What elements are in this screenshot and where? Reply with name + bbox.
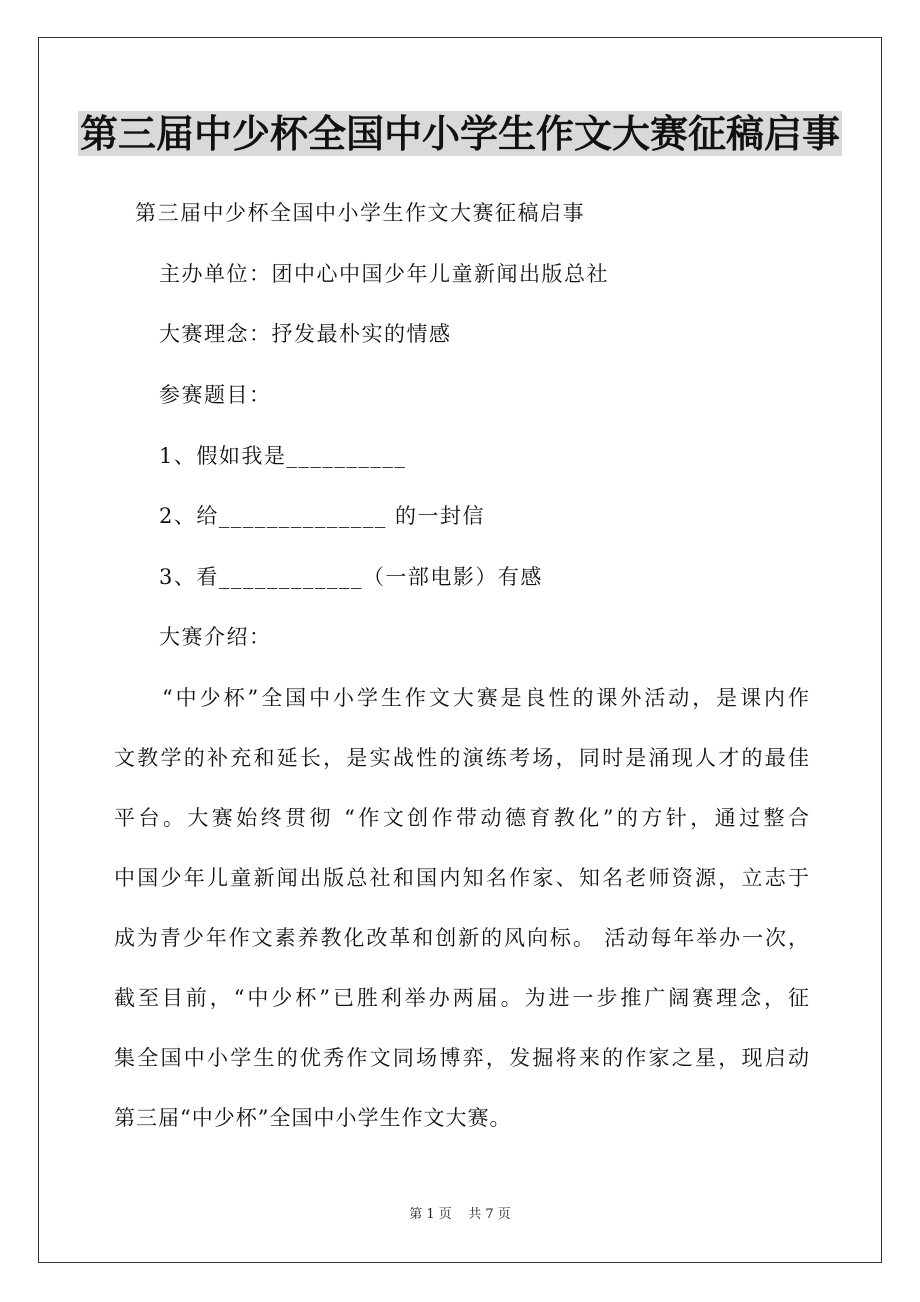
- page-number-label: 第 1 页 共 7 页: [409, 1207, 511, 1222]
- topic-item-1: 1、假如我是__________: [159, 444, 407, 468]
- page-footer: [0, 1206, 920, 1224]
- intro-line-5: 成为青少年作文素养教化改革和创新的风向标。 活动每年举办一次，: [114, 926, 810, 950]
- intro-line-3: 平台。大赛始终贯彻 “作文创作带动德育教化”的方针，通过整合: [114, 806, 810, 830]
- intro-line-8: 第三届“中少杯”全国中小学生作文大赛。: [114, 1106, 512, 1130]
- topics-heading: 参赛题目：: [159, 383, 272, 407]
- document-subtitle: 第三届中少杯全国中小学生作文大赛征稿启事: [135, 201, 585, 225]
- document-title-text: 第三届中少杯全国中小学生作文大赛征稿启事: [79, 111, 840, 156]
- organizer-line: 主办单位：团中心中国少年儿童新闻出版总社: [159, 262, 609, 286]
- document-title: [0, 108, 920, 160]
- concept-line: 大赛理念：抒发最朴实的情感: [159, 322, 452, 346]
- intro-paragraph: [114, 683, 810, 1163]
- intro-line-2: 文教学的补充和延长，是实战性的演练考场，同时是涌现人才的最佳: [114, 746, 810, 770]
- topic-item-2: 2、给______________ 的一封信: [159, 504, 486, 528]
- intro-line-6: 截至目前，“中少杯”已胜利举办两届。为进一步推广阔赛理念，征: [114, 986, 810, 1010]
- intro-line-1: “中少杯”全国中小学生作文大赛是良性的课外活动，是课内作: [162, 686, 810, 710]
- intro-heading: 大赛介绍：: [159, 625, 272, 649]
- intro-line-4: 中国少年儿童新闻出版总社和国内知名作家、知名老师资源，立志于: [114, 866, 810, 890]
- topic-item-3: 3、看____________（一部电影）有感: [159, 565, 543, 589]
- intro-line-7: 集全国中小学生的优秀作文同场博弈，发掘将来的作家之星，现启动: [114, 1046, 810, 1070]
